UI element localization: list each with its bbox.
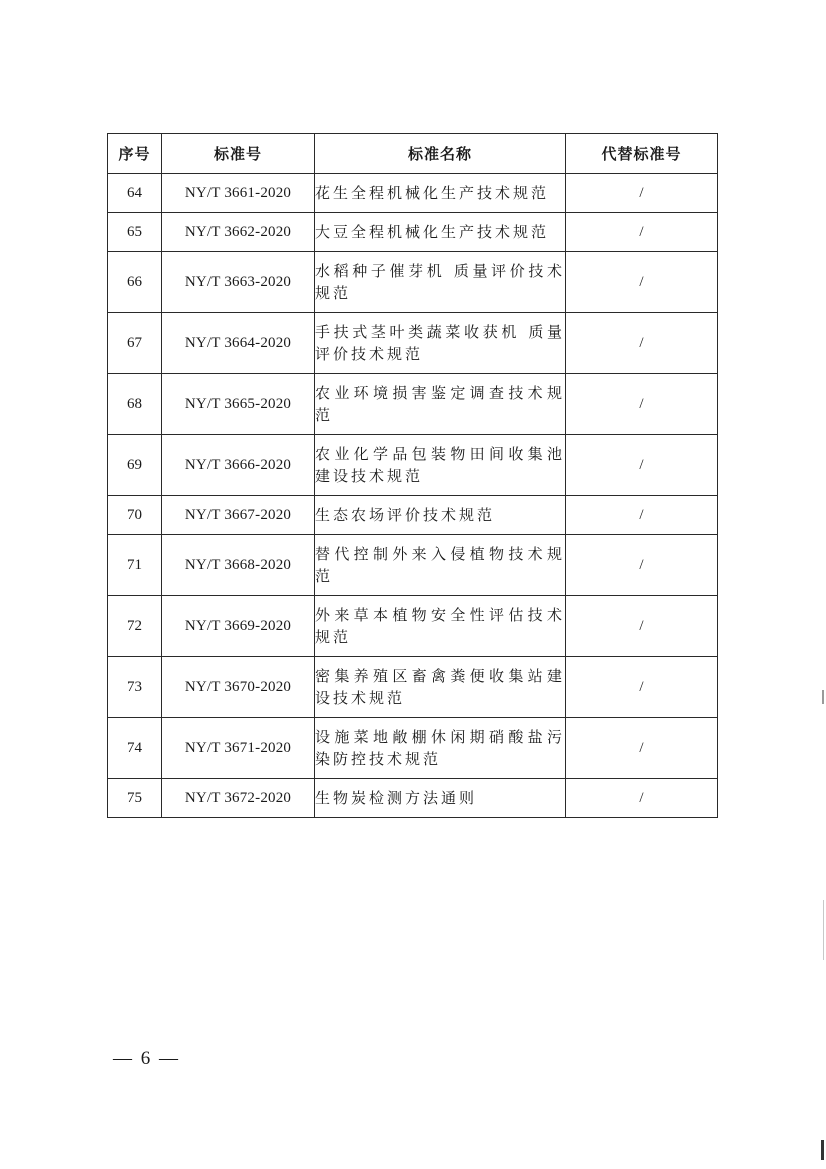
- row-replaced-standard: /: [566, 535, 718, 596]
- standards-table: [107, 133, 718, 818]
- row-standard-code: NY/T 3672-2020: [162, 779, 315, 818]
- table-row: [108, 435, 718, 496]
- row-standard-code: NY/T 3661-2020: [162, 174, 315, 213]
- row-serial-number: 70: [108, 496, 162, 535]
- row-standard-code: NY/T 3670-2020: [162, 657, 315, 718]
- row-replaced-standard: /: [566, 779, 718, 818]
- row-serial-number: 64: [108, 174, 162, 213]
- row-replaced-standard: /: [566, 313, 718, 374]
- row-standard-name: 农业化学品包装物田间收集池建设技术规范: [315, 435, 566, 496]
- row-standard-code: NY/T 3666-2020: [162, 435, 315, 496]
- scan-edge-mark: [823, 900, 824, 960]
- table-row: [108, 313, 718, 374]
- row-standard-name: 花生全程机械化生产技术规范: [315, 174, 566, 213]
- table-row: [108, 657, 718, 718]
- row-standard-name: 替代控制外来入侵植物技术规范: [315, 535, 566, 596]
- header-replaced-standard: 代替标准号: [566, 134, 718, 174]
- row-standard-code: NY/T 3671-2020: [162, 718, 315, 779]
- table-row: [108, 174, 718, 213]
- row-replaced-standard: /: [566, 374, 718, 435]
- row-replaced-standard: /: [566, 496, 718, 535]
- row-replaced-standard: /: [566, 174, 718, 213]
- header-standard-name: 标准名称: [315, 134, 566, 174]
- row-standard-name: 设施菜地敞棚休闲期硝酸盐污染防控技术规范: [315, 718, 566, 779]
- table-row: [108, 496, 718, 535]
- table-row: [108, 779, 718, 818]
- row-serial-number: 69: [108, 435, 162, 496]
- row-standard-name: 密集养殖区畜禽粪便收集站建设技术规范: [315, 657, 566, 718]
- row-standard-code: NY/T 3669-2020: [162, 596, 315, 657]
- row-standard-code: NY/T 3663-2020: [162, 252, 315, 313]
- row-standard-code: NY/T 3667-2020: [162, 496, 315, 535]
- row-standard-name: 手扶式茎叶类蔬菜收获机 质量评价技术规范: [315, 313, 566, 374]
- header-serial-number: 序号: [108, 134, 162, 174]
- row-standard-code: NY/T 3668-2020: [162, 535, 315, 596]
- scan-edge-mark: [822, 690, 824, 704]
- row-replaced-standard: /: [566, 435, 718, 496]
- row-serial-number: 73: [108, 657, 162, 718]
- header-standard-code: 标准号: [162, 134, 315, 174]
- table-row: [108, 252, 718, 313]
- row-replaced-standard: /: [566, 657, 718, 718]
- scan-edge-mark: [821, 1140, 824, 1160]
- table-header-row: [108, 134, 718, 174]
- row-replaced-standard: /: [566, 596, 718, 657]
- row-serial-number: 67: [108, 313, 162, 374]
- row-standard-name: 水稻种子催芽机 质量评价技术规范: [315, 252, 566, 313]
- row-standard-name: 生态农场评价技术规范: [315, 496, 566, 535]
- row-standard-name: 外来草本植物安全性评估技术规范: [315, 596, 566, 657]
- row-serial-number: 71: [108, 535, 162, 596]
- row-replaced-standard: /: [566, 213, 718, 252]
- row-standard-code: NY/T 3665-2020: [162, 374, 315, 435]
- row-standard-name: 农业环境损害鉴定调查技术规范: [315, 374, 566, 435]
- page-number: — 6 —: [113, 1048, 180, 1069]
- row-serial-number: 68: [108, 374, 162, 435]
- row-standard-name: 大豆全程机械化生产技术规范: [315, 213, 566, 252]
- row-serial-number: 66: [108, 252, 162, 313]
- row-serial-number: 65: [108, 213, 162, 252]
- row-serial-number: 74: [108, 718, 162, 779]
- table-row: [108, 374, 718, 435]
- row-standard-code: NY/T 3664-2020: [162, 313, 315, 374]
- table-row: [108, 596, 718, 657]
- table-row: [108, 535, 718, 596]
- row-replaced-standard: /: [566, 252, 718, 313]
- table-row: [108, 213, 718, 252]
- row-standard-code: NY/T 3662-2020: [162, 213, 315, 252]
- table-row: [108, 718, 718, 779]
- row-serial-number: 75: [108, 779, 162, 818]
- row-standard-name: 生物炭检测方法通则: [315, 779, 566, 818]
- row-replaced-standard: /: [566, 718, 718, 779]
- row-serial-number: 72: [108, 596, 162, 657]
